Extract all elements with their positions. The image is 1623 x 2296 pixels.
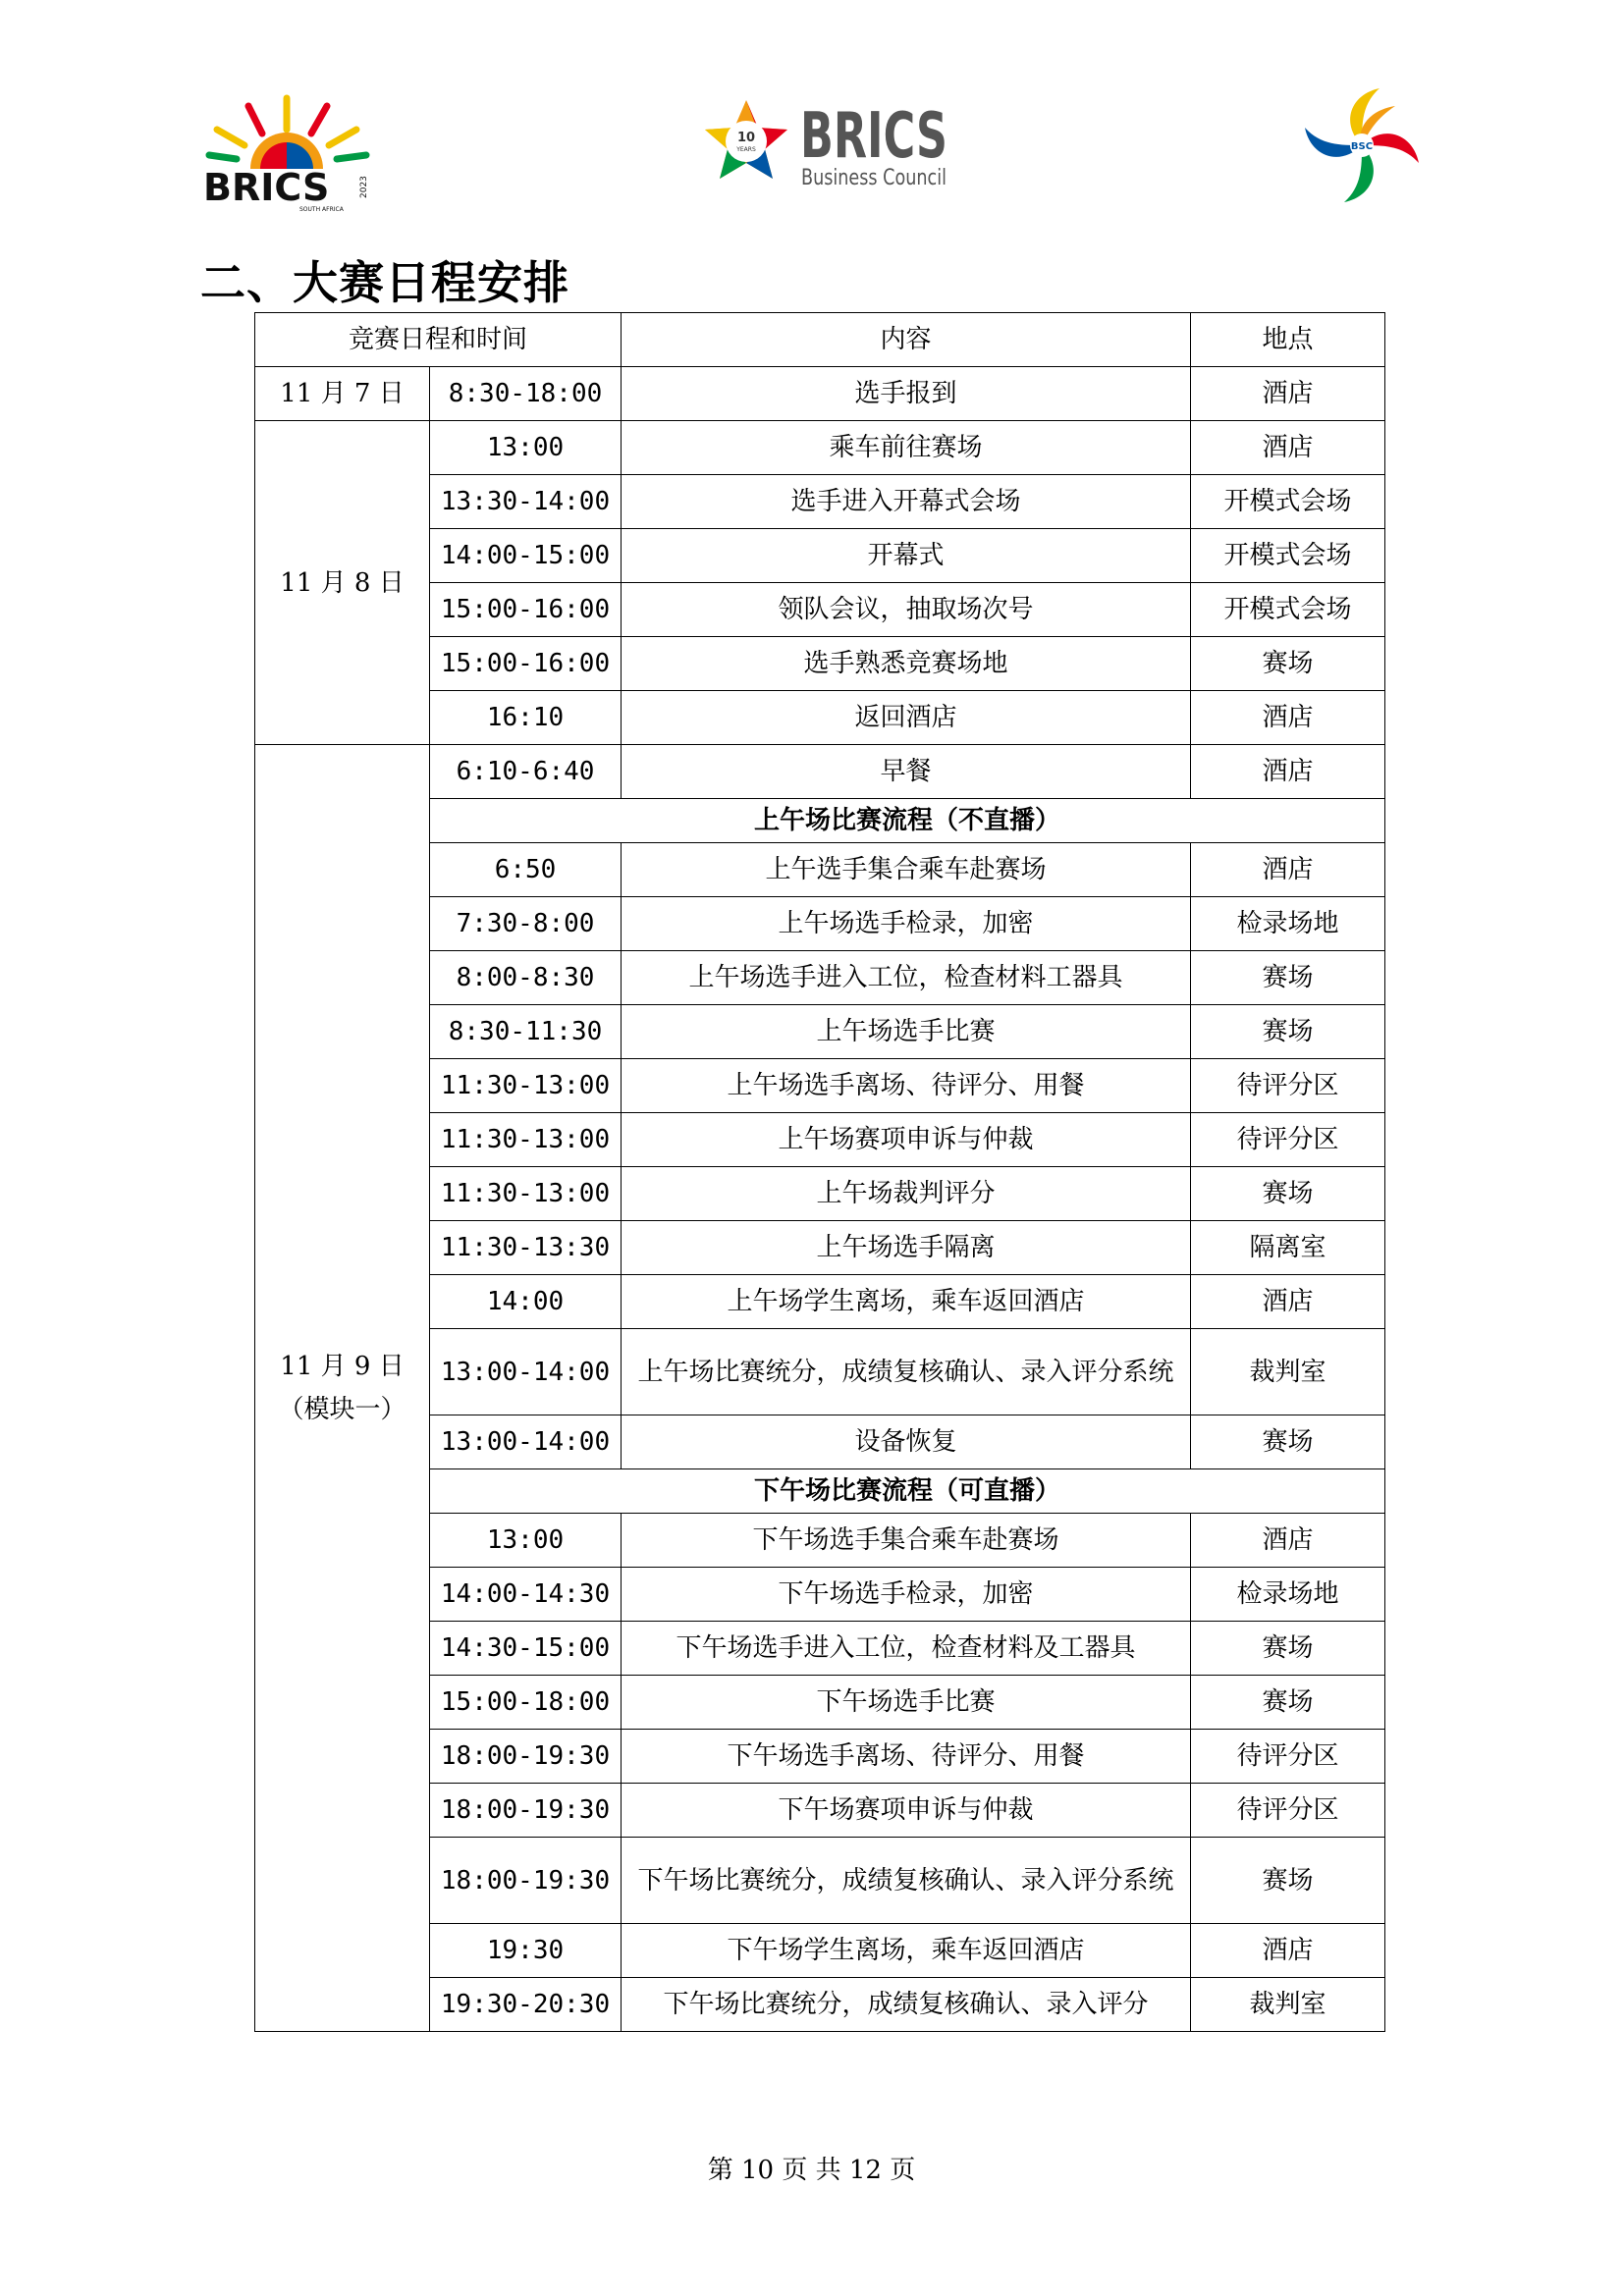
brics-south-africa-logo bbox=[201, 90, 373, 213]
time-cell: 11:30-13:30 bbox=[430, 1221, 622, 1275]
location-cell: 酒店 bbox=[1191, 367, 1385, 421]
location-cell: 裁判室 bbox=[1191, 1978, 1385, 2032]
location-cell: 酒店 bbox=[1191, 843, 1385, 897]
time-cell: 13:00 bbox=[430, 421, 622, 475]
time-cell: 14:00-14:30 bbox=[430, 1568, 622, 1622]
table-row bbox=[255, 421, 1385, 475]
time-cell: 18:00-19:30 bbox=[430, 1730, 622, 1784]
location-cell: 赛场 bbox=[1191, 1005, 1385, 1059]
location-cell: 开模式会场 bbox=[1191, 583, 1385, 637]
page-footer: 第 10 页 共 12 页 bbox=[707, 2156, 916, 2185]
content-cell: 上午场选手离场、待评分、用餐 bbox=[622, 1059, 1191, 1113]
content-cell: 下午场比赛统分，成绩复核确认、录入评分 bbox=[622, 1978, 1191, 2032]
time-cell: 11:30-13:00 bbox=[430, 1167, 622, 1221]
content-cell: 选手报到 bbox=[622, 367, 1191, 421]
content-cell: 下午场选手进入工位，检查材料及工器具 bbox=[622, 1622, 1191, 1676]
time-cell: 8:30-18:00 bbox=[430, 367, 622, 421]
header-date-time: 竞赛日程和时间 bbox=[255, 313, 622, 367]
page-heading: 二、大赛日程安排 bbox=[200, 256, 569, 309]
bsc-swirl-logo bbox=[1301, 84, 1424, 207]
table-header-row bbox=[255, 313, 1385, 367]
content-cell: 下午场选手集合乘车赴赛场 bbox=[622, 1514, 1191, 1568]
location-cell: 待评分区 bbox=[1191, 1059, 1385, 1113]
time-cell: 15:00-16:00 bbox=[430, 637, 622, 691]
header-location: 地点 bbox=[1191, 313, 1385, 367]
content-cell: 下午场赛项申诉与仲裁 bbox=[622, 1784, 1191, 1838]
time-cell: 13:00 bbox=[430, 1514, 622, 1568]
content-cell: 上午场赛项申诉与仲裁 bbox=[622, 1113, 1191, 1167]
schedule-table bbox=[254, 312, 1385, 2032]
table-row bbox=[255, 367, 1385, 421]
time-cell: 18:00-19:30 bbox=[430, 1784, 622, 1838]
location-cell: 待评分区 bbox=[1191, 1113, 1385, 1167]
svg-text:BRICS: BRICS bbox=[800, 100, 947, 173]
location-cell: 赛场 bbox=[1191, 1838, 1385, 1924]
time-cell: 19:30-20:30 bbox=[430, 1978, 622, 2032]
time-cell: 16:10 bbox=[430, 691, 622, 745]
content-cell: 上午场比赛统分，成绩复核确认、录入评分系统 bbox=[622, 1329, 1191, 1415]
content-cell: 上午场选手检录，加密 bbox=[622, 897, 1191, 951]
location-cell: 赛场 bbox=[1191, 951, 1385, 1005]
table-row bbox=[255, 745, 1385, 799]
time-cell: 11:30-13:00 bbox=[430, 1059, 622, 1113]
afternoon-section-title: 下午场比赛流程（可直播） bbox=[430, 1469, 1385, 1514]
svg-text:YEARS: YEARS bbox=[736, 146, 756, 153]
content-cell: 上午场选手进入工位，检查材料工器具 bbox=[622, 951, 1191, 1005]
svg-text:SOUTH AFRICA: SOUTH AFRICA bbox=[299, 206, 344, 213]
date-nov8: 11 月 8 日 bbox=[255, 421, 430, 745]
location-cell: 酒店 bbox=[1191, 1514, 1385, 1568]
time-cell: 13:00-14:00 bbox=[430, 1329, 622, 1415]
date-nov7: 11 月 7 日 bbox=[255, 367, 430, 421]
time-cell: 14:00 bbox=[430, 1275, 622, 1329]
svg-text:BRICS: BRICS bbox=[203, 166, 330, 209]
content-cell: 设备恢复 bbox=[622, 1415, 1191, 1469]
time-cell: 14:30-15:00 bbox=[430, 1622, 622, 1676]
time-cell: 8:30-11:30 bbox=[430, 1005, 622, 1059]
location-cell: 待评分区 bbox=[1191, 1784, 1385, 1838]
morning-section-title: 上午场比赛流程（不直播） bbox=[430, 799, 1385, 843]
content-cell: 下午场选手比赛 bbox=[622, 1676, 1191, 1730]
pinwheel-icon bbox=[1305, 88, 1419, 202]
content-cell: 上午场选手比赛 bbox=[622, 1005, 1191, 1059]
location-cell: 开模式会场 bbox=[1191, 475, 1385, 529]
location-cell: 裁判室 bbox=[1191, 1329, 1385, 1415]
location-cell: 赛场 bbox=[1191, 1676, 1385, 1730]
content-cell: 领队会议，抽取场次号 bbox=[622, 583, 1191, 637]
location-cell: 赛场 bbox=[1191, 1622, 1385, 1676]
brics-business-council-logo bbox=[699, 94, 954, 192]
content-cell: 选手进入开幕式会场 bbox=[622, 475, 1191, 529]
time-cell: 6:10-6:40 bbox=[430, 745, 622, 799]
location-cell: 待评分区 bbox=[1191, 1730, 1385, 1784]
location-cell: 酒店 bbox=[1191, 1275, 1385, 1329]
header-content: 内容 bbox=[622, 313, 1191, 367]
time-cell: 19:30 bbox=[430, 1924, 622, 1978]
time-cell: 18:00-19:30 bbox=[430, 1838, 622, 1924]
content-cell: 上午场选手隔离 bbox=[622, 1221, 1191, 1275]
date-nov9-line2: （模块一） bbox=[278, 1395, 406, 1424]
svg-text:BSC: BSC bbox=[1350, 141, 1374, 152]
content-cell: 下午场选手检录，加密 bbox=[622, 1568, 1191, 1622]
svg-text:2023: 2023 bbox=[359, 176, 369, 198]
time-cell: 13:00-14:00 bbox=[430, 1415, 622, 1469]
svg-text:10: 10 bbox=[736, 131, 756, 145]
content-cell: 开幕式 bbox=[622, 529, 1191, 583]
time-cell: 14:00-15:00 bbox=[430, 529, 622, 583]
location-cell: 赛场 bbox=[1191, 1415, 1385, 1469]
time-cell: 15:00-18:00 bbox=[430, 1676, 622, 1730]
content-cell: 乘车前往赛场 bbox=[622, 421, 1191, 475]
date-nov9-line1: 11 月 9 日 bbox=[280, 1352, 405, 1381]
date-nov9 bbox=[255, 745, 430, 2032]
star-badge-icon bbox=[705, 100, 787, 179]
content-cell: 下午场选手离场、待评分、用餐 bbox=[622, 1730, 1191, 1784]
content-cell: 上午场学生离场，乘车返回酒店 bbox=[622, 1275, 1191, 1329]
content-cell: 下午场比赛统分，成绩复核确认、录入评分系统 bbox=[622, 1838, 1191, 1924]
location-cell: 酒店 bbox=[1191, 691, 1385, 745]
time-cell: 8:00-8:30 bbox=[430, 951, 622, 1005]
location-cell: 赛场 bbox=[1191, 1167, 1385, 1221]
location-cell: 酒店 bbox=[1191, 745, 1385, 799]
content-cell: 上午选手集合乘车赴赛场 bbox=[622, 843, 1191, 897]
content-cell: 返回酒店 bbox=[622, 691, 1191, 745]
time-cell: 13:30-14:00 bbox=[430, 475, 622, 529]
time-cell: 7:30-8:00 bbox=[430, 897, 622, 951]
sun-rays-icon bbox=[209, 98, 366, 169]
content-cell: 上午场裁判评分 bbox=[622, 1167, 1191, 1221]
location-cell: 赛场 bbox=[1191, 637, 1385, 691]
time-cell: 11:30-13:00 bbox=[430, 1113, 622, 1167]
time-cell: 6:50 bbox=[430, 843, 622, 897]
location-cell: 检录场地 bbox=[1191, 1568, 1385, 1622]
location-cell: 隔离室 bbox=[1191, 1221, 1385, 1275]
location-cell: 酒店 bbox=[1191, 1924, 1385, 1978]
content-cell: 早餐 bbox=[622, 745, 1191, 799]
content-cell: 下午场学生离场，乘车返回酒店 bbox=[622, 1924, 1191, 1978]
svg-text:Business Council: Business Council bbox=[801, 166, 947, 190]
content-cell: 选手熟悉竞赛场地 bbox=[622, 637, 1191, 691]
location-cell: 开模式会场 bbox=[1191, 529, 1385, 583]
location-cell: 酒店 bbox=[1191, 421, 1385, 475]
time-cell: 15:00-16:00 bbox=[430, 583, 622, 637]
location-cell: 检录场地 bbox=[1191, 897, 1385, 951]
